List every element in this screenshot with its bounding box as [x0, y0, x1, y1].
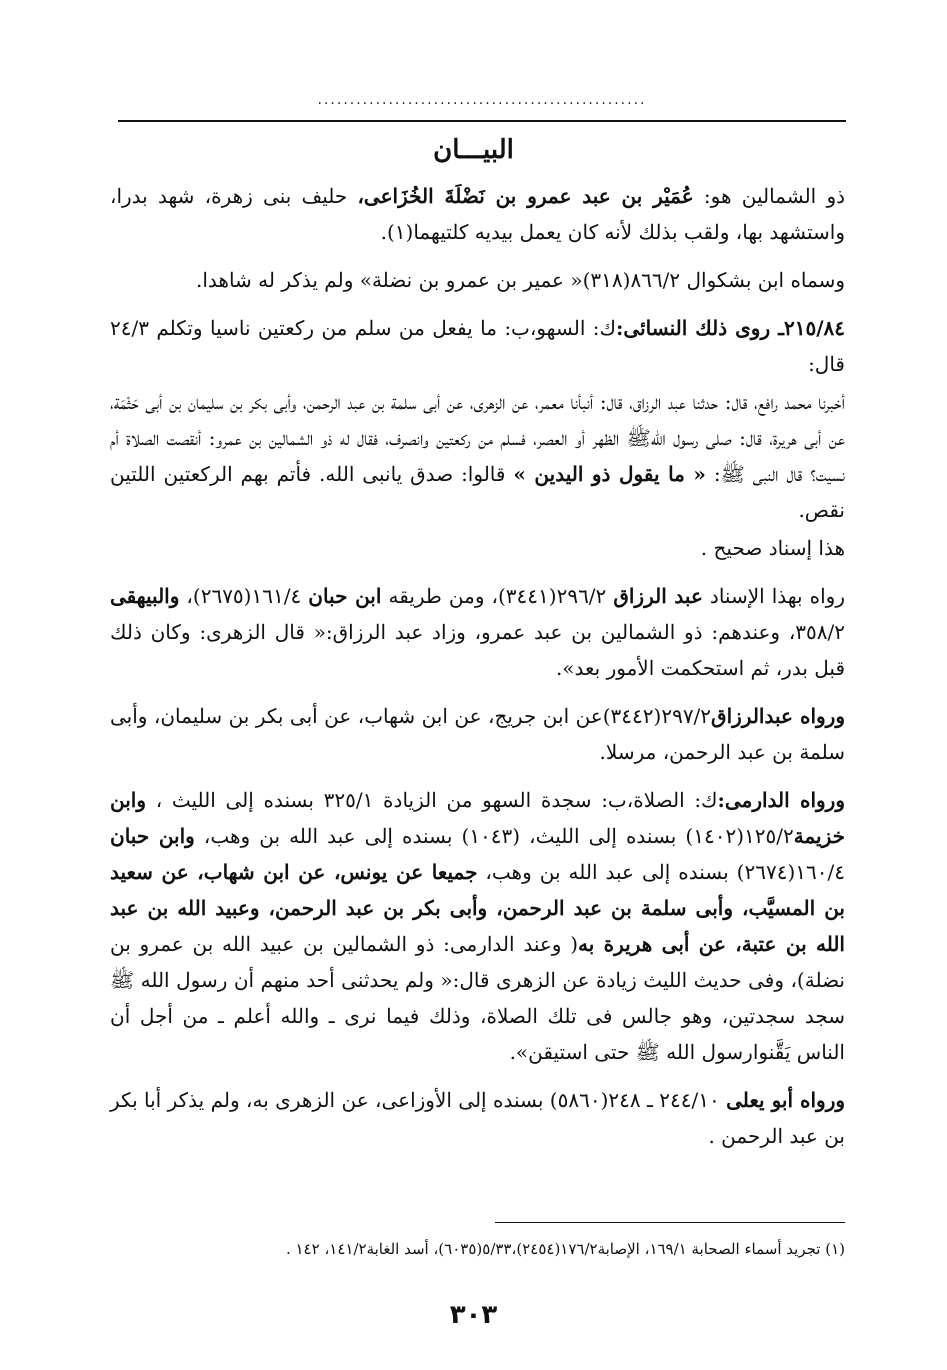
p8-text-2: ١٢٥/٢(١٤٠٢) بسنده إلى الليث، (١٠٤٣) بسنده إلى عبد الله بن وهب،	[194, 824, 794, 848]
paragraph-3	[110, 310, 845, 382]
p6-text-4: ٣٥٨/٢، وعندهم: ذو الشمالين بن عبد عمرو، وزاد عبد الرزاق:« قال الزهرى: وكان ذلك قبل بدر، ثم استحكمت الأمور بعد».	[110, 620, 845, 680]
dotted-separator: ...................................................	[317, 92, 647, 108]
p8-text-4: ( وعند الدارمى: ذو الشمالين بن عبيد الله بن عمرو بن نضلة)، وفى حديث الليث زيادة عن الزهرى قال:« ولم يحدثنى أحد منهم أن رسول الله ﷺ سجد سجدتين، وهو جالس فى تلك الصلاة، وذلك فيما نرى ـ والله أعلم ـ من أجل أن الناس يَقَّنوارسول الله ﷺ حتى استيقن».	[110, 932, 845, 1064]
p9-text-1: ٢٤٤/١٠ ـ ٢٤٨(٥٨٦٠) بسنده إلى الأوزاعى، عن الزهرى به، ولم يذكر أبا بكر بن عبد الرحمن .	[110, 1088, 845, 1148]
paragraph-1	[110, 178, 845, 250]
p4-quote: « ما يقول ذو اليدين »	[513, 462, 706, 486]
p6-bold-3: والبيهقى	[110, 584, 180, 608]
p7-text-1: ٢٩٧/٢(٣٤٤٢)عن ابن جريج، عن ابن شهاب، عن أبى بكر بن سليمان، وأبى سلمة بن عبد الرحمن، مرسلا.	[110, 704, 845, 764]
p8-bold-4: جميعا عن يونس، عن ابن شهاب، عن سعيد بن المسيَّب، وأبى سلمة بن عبد الرحمن، وأبى بكر بن عبد الرحمن، وعبيد الله بن عبد الله بن عتبة، عن أبى هريرة به	[110, 860, 845, 956]
p6-text-2: ٢٩٦/٢(٣٤٤١)، ومن طريقه	[381, 584, 614, 608]
paragraph-5: هذا إسناد صحيح .	[700, 536, 845, 560]
top-rule	[118, 120, 846, 122]
paragraph-7	[110, 698, 845, 770]
p8-bold-3: وابن حبان	[110, 824, 195, 848]
p1-person-name: عُمَيْر بن عبد عمرو بن نَضْلَةَ الخُزَاعى،	[357, 184, 694, 208]
p3-text: ك: السهو،ب: ما يفعل من سلم من ركعتين ناسيا وتكلم ٢٤/٣ قال:	[110, 316, 845, 376]
p4-text-1: أخبرنا محمد رافع، قال: حدثنا عبد الرزاق، قال: أنبأنا معمر، عن الزهرى، عن أبى سلمة بن عبد الرحمن، وأبى بكر بن سليمان بن أبى حَثْمَة، عن أبى هريرة، قال: صلى رسول اللهﷺ الظهر أو العصر، فسلم من ركعتين وانصرف، فقال له ذو الشمالين بن عمرو: أنقصت الصلاة أم نسيت؟ قال النبى ﷺ:	[110, 390, 846, 486]
main-text	[110, 178, 845, 1166]
paragraph-6	[110, 578, 845, 686]
p8-bold-2: وابن خزيمة	[110, 788, 845, 848]
footnote: (١) تجريد أسماء الصحابة ١٦٩/١، الإصابة١٧٦/٢(٢٤٥٤)،٥/٣٣(٦٠٣٥)، أسد الغابة١٤١/٢، ١٤٢ .	[285, 1240, 845, 1258]
page-number: ٣٠٣	[449, 1300, 498, 1330]
section-heading: البيـــان	[433, 135, 514, 165]
p9-bold-1: ورواه أبو يعلى	[726, 1088, 846, 1112]
p8-bold-1: ورواه الدارمى:	[717, 788, 845, 812]
p6-bold-2: ابن حبان	[308, 584, 382, 608]
p8-text-1: ك: الصلاة،ب: سجدة السهو من الزيادة ٣٢٥/١ بسنده إلى الليث ،	[146, 788, 718, 812]
p6-text-1: رواه بهذا الإسناد	[702, 584, 845, 608]
p1-text-2: حليف بنى زهرة، شهد بدرا، واستشهد بها، ولقب بذلك لأنه كان يعمل بيديه كلتيهما(١).	[110, 184, 845, 244]
p4-text-2: قالوا: صدق يانبى الله. فأتم بهم الركعتين اللتين نقص.	[110, 462, 845, 522]
footnote-rule	[495, 1222, 845, 1223]
paragraph-2: وسماه ابن بشكوال ٨٦٦/٢(٣١٨)« عمير بن عمرو بن نضلة» ولم يذكر له شاهدا.	[195, 268, 845, 292]
paragraph-4	[110, 384, 845, 528]
p8-text-3: ١٦٠/٤(٢٦٧٤) بسنده إلى عبد الله بن وهب،	[477, 860, 845, 884]
p6-bold-1: عبد الرزاق	[613, 584, 703, 608]
p6-text-3: ١٦١/٤(٢٦٧٥)،	[179, 584, 309, 608]
hadith-number-heading: ٢١٥/٨٤ـ روى ذلك النسائى:	[616, 316, 845, 340]
p1-text-1: ذو الشمالين هو:	[693, 184, 846, 208]
p7-bold-1: ورواه عبدالرزاق	[711, 704, 846, 728]
paragraph-8	[110, 782, 845, 1070]
paragraph-9	[110, 1082, 845, 1154]
